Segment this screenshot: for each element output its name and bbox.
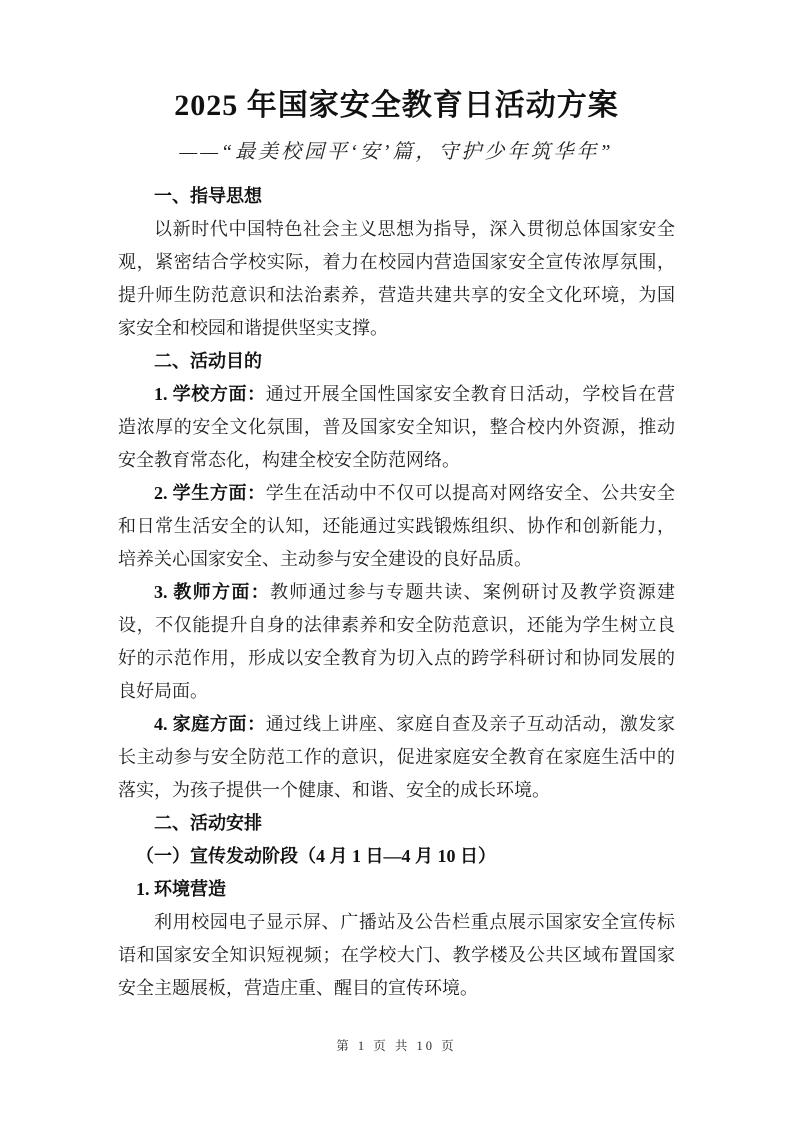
item-lead-teacher: 3. 教师方面： xyxy=(154,581,271,602)
paragraph-teacher-aspect xyxy=(118,576,675,708)
item-lead-student: 2. 学生方面： xyxy=(154,482,266,503)
item-text-teacher: 教师通过参与专题共读、案例研讨及教学资源建设，不仅能提升自身的法律素养和安全防范意识，还能为学生树立良好的示范作用，形成以安全教育为切入点的跨学科研讨和协同发展的良好局面。 xyxy=(118,581,675,701)
document-subtitle: ——“最美校园平‘安’篇，守护少年筑华年” xyxy=(179,140,614,163)
section-heading-activity-arrangement: 二、活动安排 xyxy=(154,812,262,833)
section-heading-guiding-ideology: 一、指导思想 xyxy=(154,185,262,206)
document-body xyxy=(118,180,675,1005)
paragraph-family-aspect xyxy=(118,708,675,807)
section-heading-activity-purpose: 二、活动目的 xyxy=(154,350,262,371)
item-lead-family: 4. 家庭方面： xyxy=(154,713,266,734)
item-text-student: 学生在活动中不仅可以提高对网络安全、公共安全和日常生活安全的认知，还能通过实践锻炼组织、协作和创新能力，培养关心国家安全、主动参与安全建设的良好品质。 xyxy=(118,482,676,569)
paragraph-student-aspect xyxy=(118,477,675,576)
page-number: 第 1 页 共 10 页 xyxy=(336,1039,457,1053)
point-heading-environment-creation: 1. 环境营造 xyxy=(136,878,226,899)
paragraph-environment-creation: 利用校园电子显示屏、广播站及公告栏重点展示国家安全宣传标语和国家安全知识短视频；在学校大门、教学楼及公共区域布置国家安全主题展板，营造庄重、醒目的宣传环境。 xyxy=(118,911,675,998)
subsection-heading-publicity-stage: （一）宣传发动阶段（4 月 1 日—4 月 10 日） xyxy=(136,845,496,866)
item-text-family: 通过线上讲座、家庭自查及亲子互动活动，激发家长主动参与安全防范工作的意识，促进家庭安全教育在家庭生活中的落实，为孩子提供一个健康、和谐、安全的成长环境。 xyxy=(118,713,676,800)
item-lead-school: 1. 学校方面： xyxy=(154,383,266,404)
item-text-school: 通过开展全国性国家安全教育日活动，学校旨在营造浓厚的安全文化氛围，普及国家安全知识，整合校内外资源，推动安全教育常态化，构建全校安全防范网络。 xyxy=(118,383,676,470)
paragraph-guiding-ideology: 以新时代中国特色社会主义思想为指导，深入贯彻总体国家安全观，紧密结合学校实际，着力在校园内营造国家安全宣传浓厚氛围，提升师生防范意识和法治素养，营造共建共享的安全文化环境，为国家安全和校园和谐提供坚实支撑。 xyxy=(118,218,675,338)
document-title: 2025 年国家安全教育日活动方案 xyxy=(174,89,619,122)
paragraph-school-aspect xyxy=(118,378,675,477)
